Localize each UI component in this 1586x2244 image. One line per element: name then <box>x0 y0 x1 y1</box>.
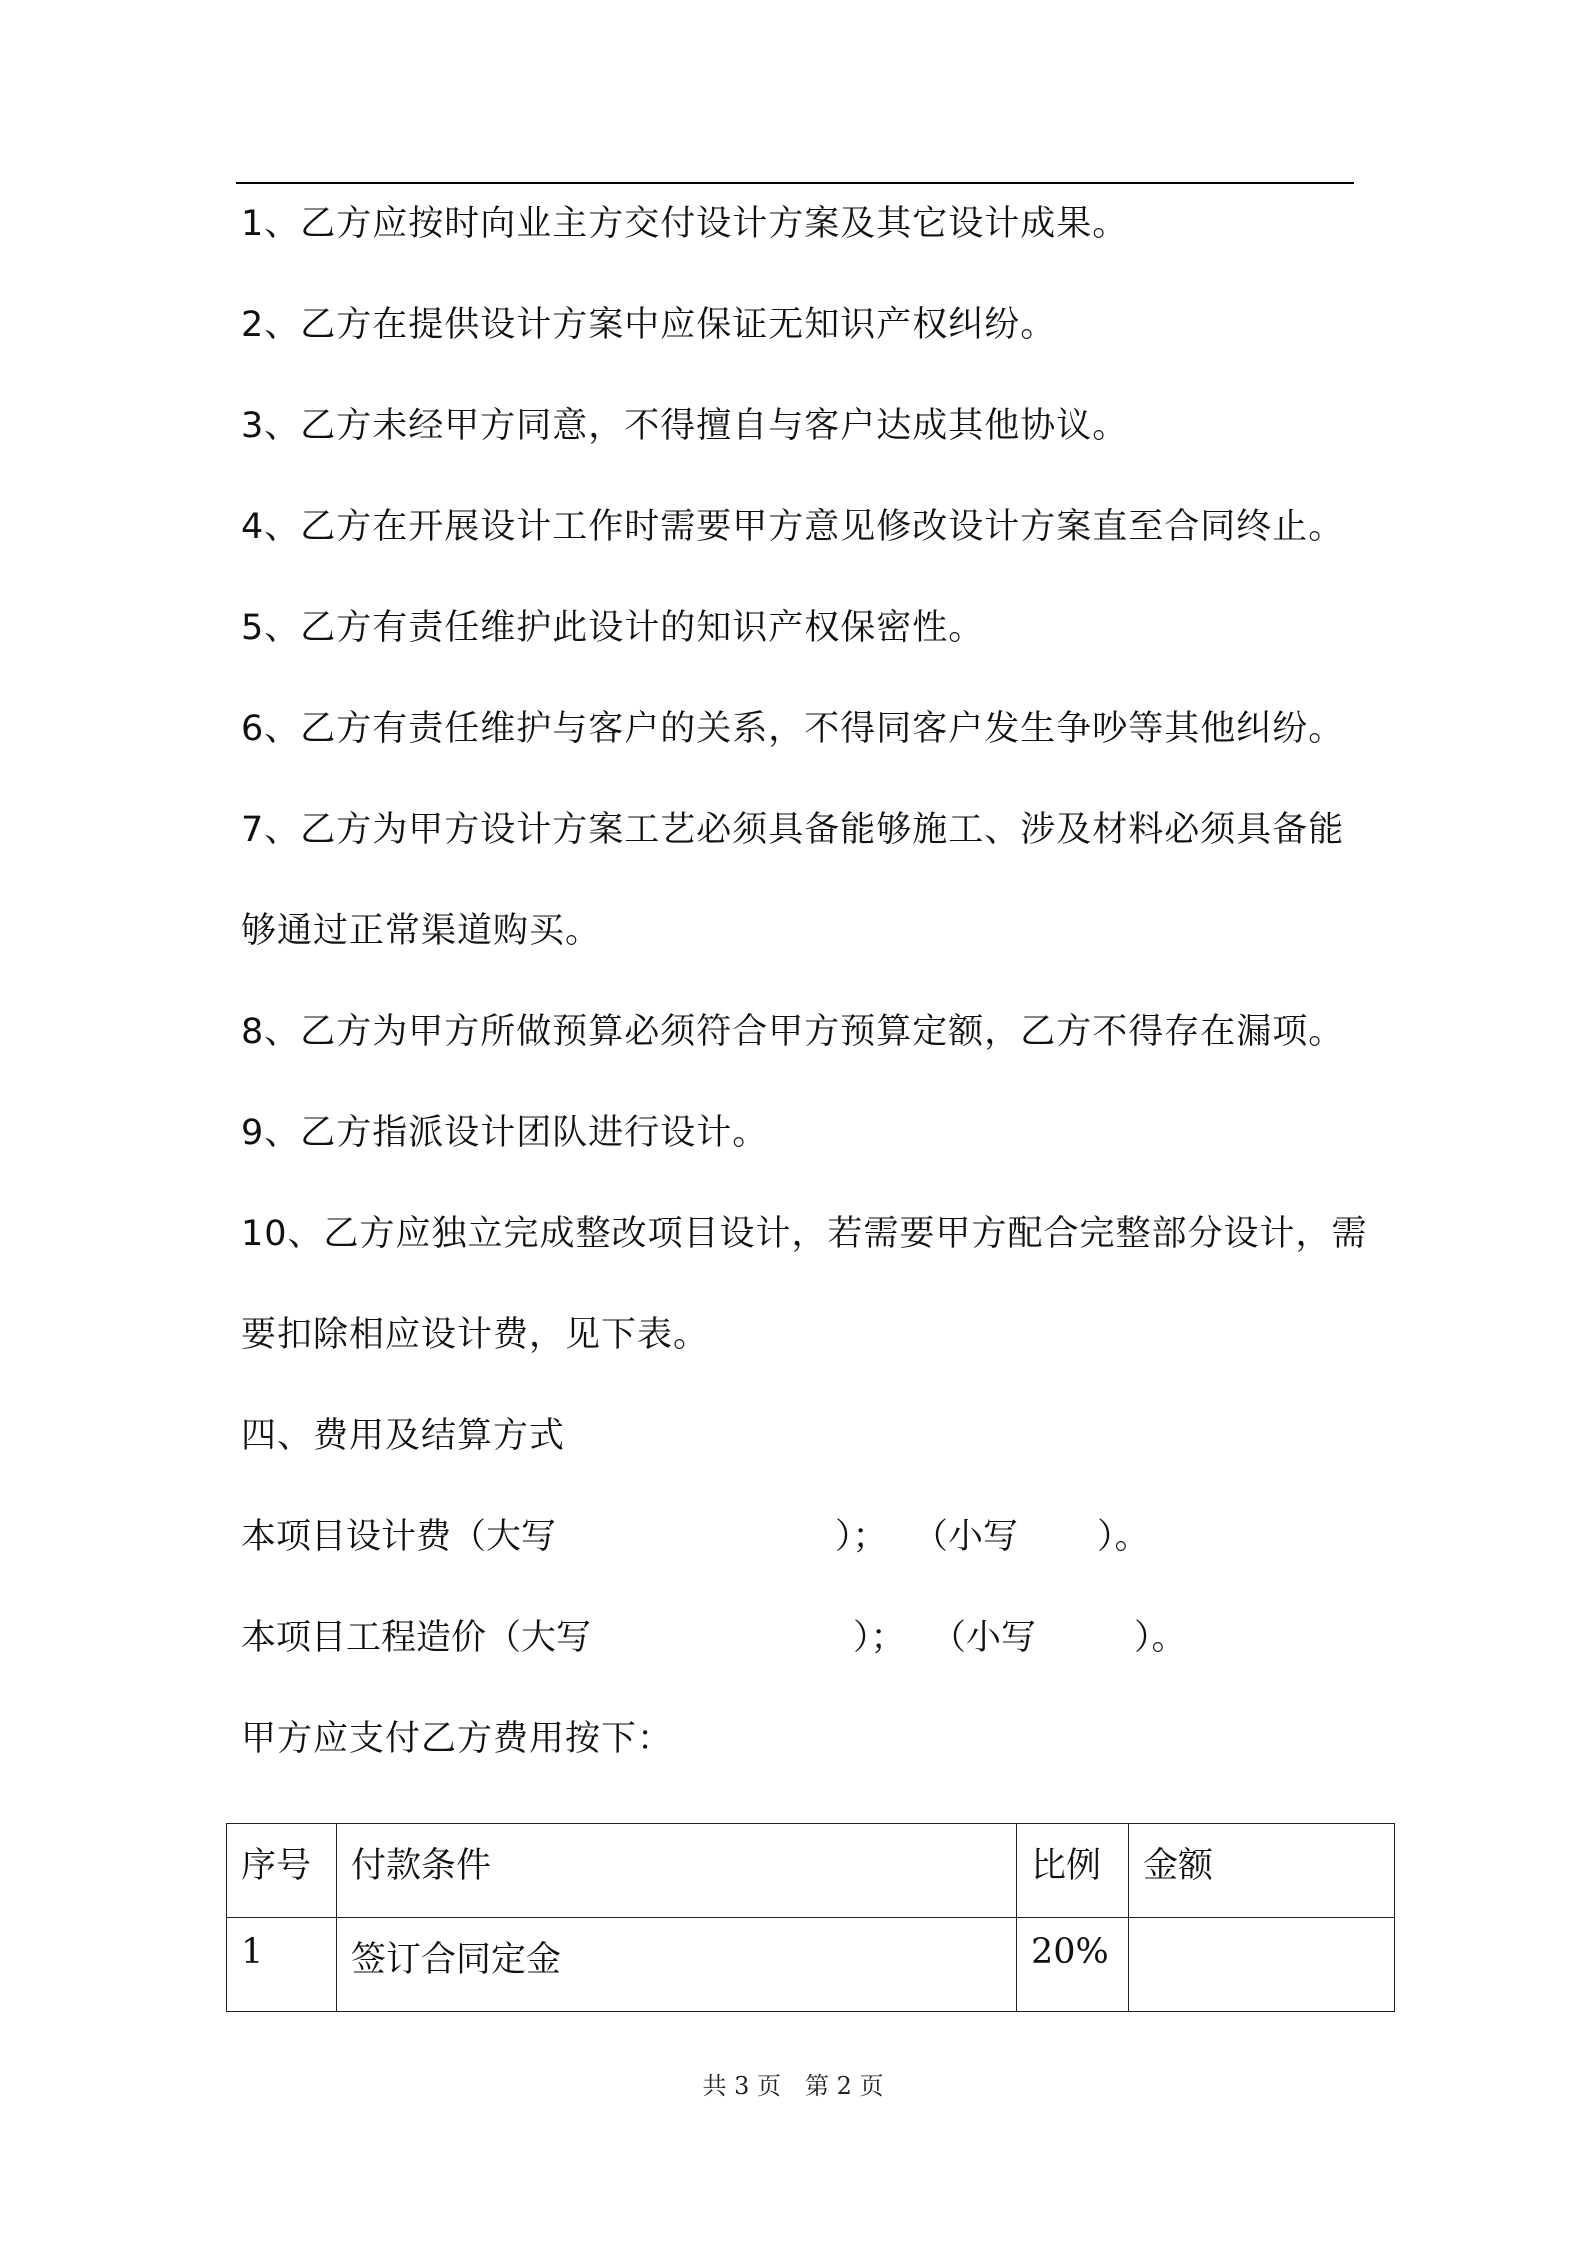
section-heading: 四、费用及结算方式 <box>241 1416 566 1456</box>
table-cell-index: 1 <box>227 1918 337 2012</box>
design-fee-upper-close: ）； <box>835 1517 888 1557</box>
payment-intro: 甲方应支付乙方费用按下： <box>241 1719 674 1759</box>
clause-6: 6、乙方有责任维护与客户的关系，不得同客户发生争吵等其他纠纷。 <box>241 709 1345 749</box>
page-footer: 共 3 页 第 2 页 <box>702 2072 884 2100</box>
clause-1: 1、乙方应按时向业主方交付设计方案及其它设计成果。 <box>241 204 1129 244</box>
clause-4: 4、乙方在开展设计工作时需要甲方意见修改设计方案直至合同终止。 <box>241 507 1345 547</box>
table-header-amount: 金额 <box>1129 1824 1395 1918</box>
clause-9: 9、乙方指派设计团队进行设计。 <box>241 1113 769 1153</box>
clause-10-line-2: 要扣除相应设计费，见下表。 <box>241 1315 710 1355</box>
clause-10-line-1: 10、乙方应独立完成整改项目设计，若需要甲方配合完整部分设计，需 <box>241 1214 1368 1254</box>
project-cost-label: 本项目工程造价（大写 <box>241 1618 592 1658</box>
table-row <box>227 1918 1395 2012</box>
project-cost-line <box>241 1616 1391 1660</box>
design-fee-lower-label: （小写 <box>913 1517 1019 1557</box>
header-rule <box>236 182 1354 184</box>
table-header-ratio: 比例 <box>1017 1824 1129 1918</box>
table-header-index: 序号 <box>227 1824 337 1918</box>
table-cell-condition: 签订合同定金 <box>337 1918 1017 2012</box>
project-cost-lower-label: （小写 <box>931 1618 1037 1658</box>
clause-8: 8、乙方为甲方所做预算必须符合甲方预算定额，乙方不得存在漏项。 <box>241 1012 1345 1052</box>
design-fee-lower-close: ）。 <box>1097 1517 1150 1557</box>
clause-5: 5、乙方有责任维护此设计的知识产权保密性。 <box>241 608 985 648</box>
project-cost-upper-close: ）； <box>853 1618 906 1658</box>
table-header-row <box>227 1824 1395 1918</box>
clause-3: 3、乙方未经甲方同意，不得擅自与客户达成其他协议。 <box>241 406 1129 446</box>
clause-7-line-1: 7、乙方为甲方设计方案工艺必须具备能够施工、涉及材料必须具备能 <box>241 810 1345 850</box>
design-fee-label: 本项目设计费（大写 <box>241 1517 557 1557</box>
design-fee-line <box>241 1515 1391 1559</box>
table-cell-ratio: 20% <box>1017 1918 1129 2012</box>
table-header-condition: 付款条件 <box>337 1824 1017 1918</box>
table-cell-amount <box>1129 1918 1395 2012</box>
project-cost-lower-close: ）。 <box>1134 1618 1187 1658</box>
payment-table <box>226 1823 1395 2012</box>
clause-2: 2、乙方在提供设计方案中应保证无知识产权纠纷。 <box>241 305 1057 345</box>
clause-7-line-2: 够通过正常渠道购买。 <box>241 911 602 951</box>
